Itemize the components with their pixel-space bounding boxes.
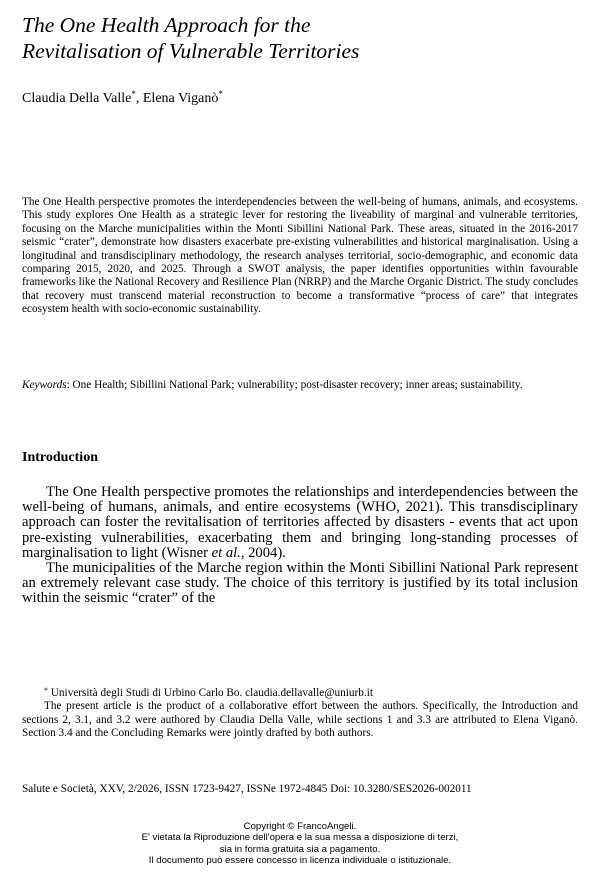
abstract-text: The One Health perspective promotes the interdependencies between the well-being of humans, animals, and ecosystems. This study explores One Health as a strategic lever for restoring the liveability of marginal and vulnerable territories, focusing on the Marche municipalities within the Monti Sibillini National Park. These areas, situated in the 2016-2017 seismic “crater”, demonstrate how disasters exacerbate pre-existing vulnerabilities and historical marginalisation. Using a longitudinal and transdisciplinary methodology, the research analyses territorial, socio-demographic, and economic data comparing 2015, 2020, and 2025. Through a SWOT analysis, the paper identifies opportunities within favourable frameworks like the National Recovery and Resilience Plan (NRRP) and the Marche Organic District. The study concludes that recovery must transcend material reconstruction to become a transformative “process of care” that integrates ecosystem health with socio-economic sustainability. <box>22 196 578 316</box>
footnote-mark-author-2: * <box>218 89 223 99</box>
title-line-1: The One Health Approach for the <box>22 13 311 37</box>
introduction-paragraph-1 <box>22 485 578 561</box>
author-della-valle: Claudia Della Valle <box>22 91 132 106</box>
author-vigano: Elena Viganò <box>142 91 219 106</box>
copyright-notice <box>22 821 578 867</box>
title-line-2: Revitalisation of Vulnerable Territories <box>22 39 360 63</box>
copyright-line-2: E' vietata la Riproduzione dell'opera e la sua messa a disposizione di terzi, <box>141 832 459 844</box>
keywords-list: : One Health; Sibillini National Park; vulnerability; post-disaster recovery; inner areas; sustainability. <box>66 379 523 391</box>
footnote-affiliation <box>22 684 578 700</box>
author-separator: , <box>135 91 143 106</box>
copyright-line-3: sia in forma gratuita sia a pagamento. <box>219 843 381 855</box>
journal-citation: Salute e Società, XXV, 2/2026, ISSN 1723-9427, ISSNe 1972-4845 Doi: 10.3280/SES2026-002011 <box>22 783 472 795</box>
intro-p1-text: The One Health perspective promotes the relationships and interdependencies between the well-being of humans, animals, and entire ecosystems (WHO, 2021). This transdisciplinary approach can foster the revitalisation of territories affected by disasters - events that act upon pre-existing vulnerabilities, exacerbating them and bringing long-standing processes of marginalisation to light (Wisner <box>22 484 578 561</box>
copyright-line-4: Il documento può essere concesso in licenza individuale o istituzionale. <box>148 855 452 867</box>
article-title <box>22 12 578 64</box>
intro-p1-etal: et al. <box>211 544 241 561</box>
keywords-label: Keywords <box>22 379 67 391</box>
introduction-heading: Introduction <box>22 450 98 465</box>
footnote-mark-author-1: * <box>131 89 136 99</box>
intro-p1-end: , 2004). <box>240 544 286 561</box>
introduction-paragraph-2: The municipalities of the Marche region within the Monti Sibillini National Park represent an extremely relevant case study. The choice of this territory is justified by its total inclusion within the seismic “crater” of the <box>22 560 578 607</box>
author-list <box>22 85 223 108</box>
footnote-mark: * <box>44 686 48 695</box>
footnote-authorship: The present article is the product of a collaborative effort between the authors. Specifically, the Introduction and sections 2, 3.1, and 3.2 were authored by Claudia Della Valle, while sections 1 and 3.3 are attributed to Elena Viganò. Section 3.4 and the Concluding Remarks were jointly drafted by both authors. <box>22 700 578 740</box>
copyright-line-1: Copyright © FrancoAngeli. <box>243 821 357 832</box>
footnotes <box>22 684 578 741</box>
footnote-affiliation-text: Università degli Studi di Urbino Carlo Bo. claudia.dellavalle@uniurb.it <box>48 687 373 699</box>
introduction-body <box>22 485 578 607</box>
keywords <box>22 379 578 392</box>
